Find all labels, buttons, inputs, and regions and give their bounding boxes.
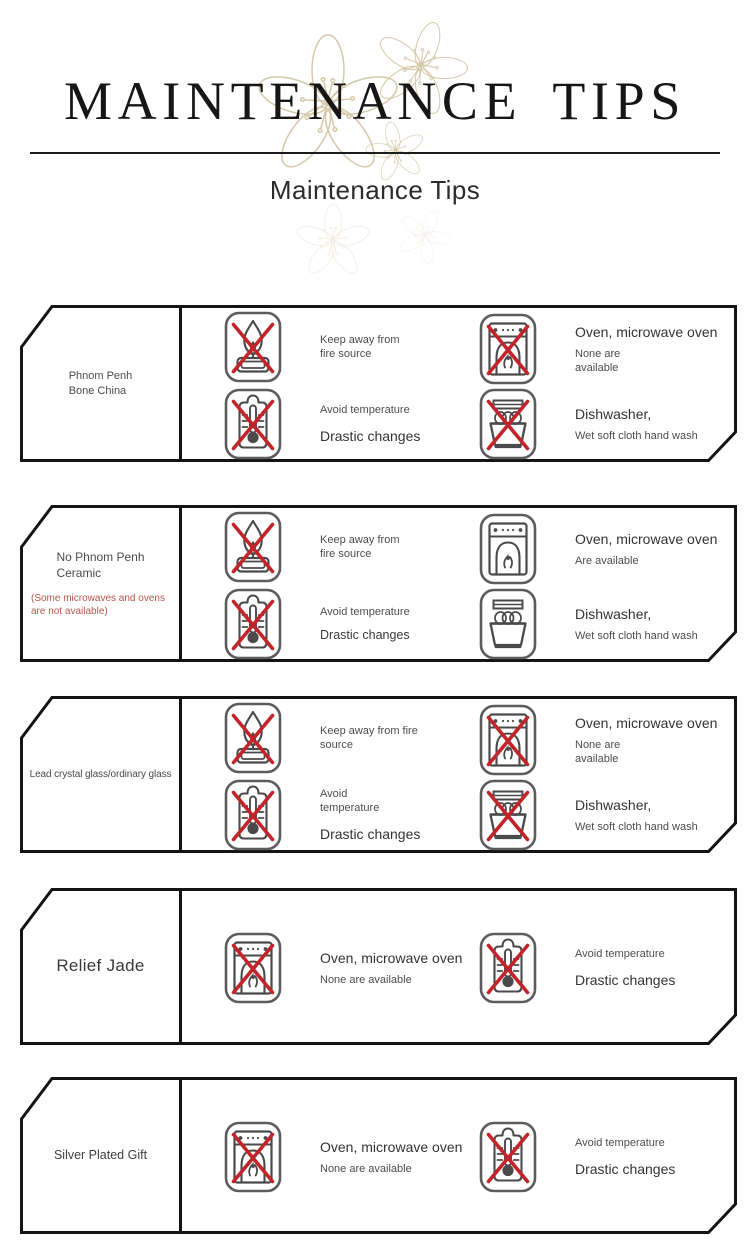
care-instruction-line: Drastic changes [320, 628, 410, 643]
prohibited-cross-icon [224, 1121, 282, 1193]
care-instruction-line: Dishwasher, [575, 405, 652, 422]
care-instruction-line: temperature [320, 802, 380, 815]
care-instruction-line: Oven, microwave oven [320, 949, 463, 966]
prohibited-cross-icon [479, 704, 537, 776]
care-item [224, 702, 488, 774]
prohibited-cross-icon [224, 388, 282, 460]
care-instruction-line: Drastic changes [320, 825, 421, 842]
care-instruction-line: Keep away from fire [320, 724, 418, 737]
care-instruction-line: Wet soft cloth hand wash [575, 429, 698, 442]
thermometer-icon [224, 779, 282, 851]
care-item [479, 513, 743, 585]
prohibited-cross-icon [224, 702, 282, 774]
care-item [479, 779, 743, 851]
care-instruction-line: source [320, 739, 354, 751]
care-instruction-line: available [575, 753, 619, 766]
thermometer-icon [224, 588, 282, 660]
thermometer-icon [224, 388, 282, 460]
care-item [479, 704, 743, 776]
care-instruction-line: None are available [320, 1162, 412, 1175]
product-label-line: Ceramic [56, 566, 102, 580]
thermometer-icon [479, 1121, 537, 1193]
flower-decoration-icon [228, 10, 493, 278]
oven-icon [479, 513, 537, 585]
care-item [479, 932, 743, 1004]
care-item [224, 588, 488, 660]
care-instruction-line: Avoid temperature [320, 605, 410, 618]
page-subtitle: Maintenance Tips [269, 175, 481, 205]
dishwasher-icon [479, 388, 537, 460]
care-panel [20, 696, 737, 853]
care-instruction-line: Keep away from [320, 533, 400, 546]
prohibited-cross-icon [224, 779, 282, 851]
care-panel [20, 505, 737, 662]
fire-icon [224, 511, 282, 583]
care-panel [20, 1077, 737, 1234]
dishwasher-icon [479, 779, 537, 851]
product-label-line: Bone China [68, 384, 127, 397]
care-instruction-line: Dishwasher, [575, 796, 652, 813]
care-panel [20, 888, 737, 1045]
care-instruction-line: fire source [320, 348, 372, 360]
care-item [224, 311, 488, 383]
prohibited-cross-icon [224, 588, 282, 660]
prohibited-cross-icon [479, 313, 537, 385]
prohibited-cross-icon [479, 1121, 537, 1193]
product-label-line: Phnom Penh [68, 369, 133, 382]
fire-icon [224, 702, 282, 774]
prohibited-cross-icon [479, 932, 537, 1004]
care-instruction-line: Oven, microwave oven [575, 323, 718, 340]
product-label-line: Relief Jade [56, 956, 145, 976]
care-instruction-line: fire source [320, 548, 372, 560]
care-instruction-line: Dishwasher, [575, 605, 652, 622]
oven-icon [224, 1121, 282, 1193]
care-instruction-line: Are available [575, 554, 639, 567]
product-label-line: Silver Plated Gift [53, 1148, 148, 1163]
prohibited-cross-icon [224, 511, 282, 583]
prohibited-cross-icon [479, 779, 537, 851]
care-instruction-line: Oven, microwave oven [575, 530, 718, 547]
oven-icon [479, 704, 537, 776]
care-instruction-line: Avoid temperature [575, 948, 665, 961]
care-instruction-line: Keep away from [320, 333, 400, 346]
care-item [224, 388, 488, 460]
fire-icon [224, 311, 282, 383]
prohibited-cross-icon [224, 932, 282, 1004]
oven-icon [224, 932, 282, 1004]
page-title: MAINTENANCE TIPS [63, 71, 687, 131]
care-instruction-line: Wet soft cloth hand wash [575, 629, 698, 642]
care-item [224, 511, 488, 583]
thermometer-icon [479, 932, 537, 1004]
care-item [479, 1121, 743, 1193]
prohibited-cross-icon [224, 311, 282, 383]
care-instruction-line: Drastic changes [575, 971, 676, 988]
oven-icon [479, 313, 537, 385]
care-instruction-line: Drastic changes [575, 1160, 676, 1177]
title-divider [30, 152, 720, 154]
care-panel [20, 305, 737, 462]
care-instruction-line: Oven, microwave oven [575, 714, 718, 731]
care-item [479, 588, 743, 660]
product-label-note: (Some microwaves and ovens are not available) [31, 593, 165, 618]
care-instruction-line: Drastic changes [320, 427, 421, 444]
care-instruction-line: Wet soft cloth hand wash [575, 820, 698, 833]
prohibited-cross-icon [479, 388, 537, 460]
care-instruction-line: None are available [320, 973, 412, 986]
care-instruction-line: None are [575, 738, 621, 751]
dishwasher-icon [479, 588, 537, 660]
care-item [224, 779, 488, 851]
care-instruction-line: Oven, microwave oven [320, 1138, 463, 1155]
care-item [224, 932, 488, 1004]
care-item [479, 313, 743, 385]
care-item [224, 1121, 488, 1193]
care-instruction-line: None are [575, 347, 621, 360]
product-label-line: Lead crystal glass/ordinary glass [29, 768, 172, 780]
product-label-line: No Phnom Penh [56, 549, 145, 564]
care-instruction-line: Avoid [320, 788, 348, 801]
care-instruction-line: Avoid temperature [320, 404, 410, 417]
care-instruction-line: Avoid temperature [575, 1137, 665, 1150]
care-item [479, 388, 743, 460]
care-instruction-line: available [575, 362, 619, 375]
